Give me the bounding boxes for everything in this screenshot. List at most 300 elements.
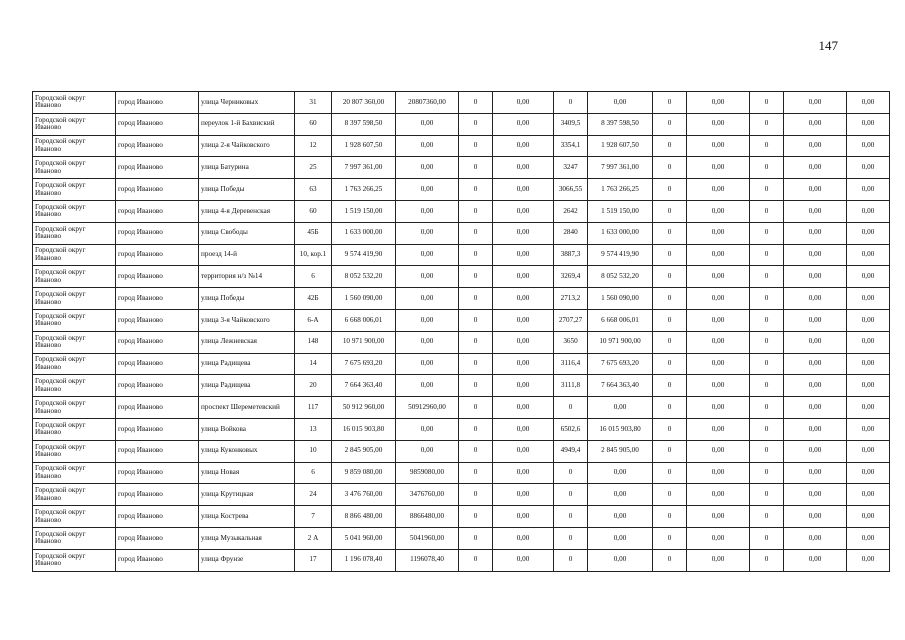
- cost-col-10-cell: 7 664 363,40: [588, 375, 653, 397]
- settlement-cell: город Иваново: [116, 92, 199, 114]
- value-col-13-cell: 0: [750, 418, 784, 440]
- street-cell: улица Музыкальная: [199, 527, 295, 549]
- value-col-11-cell: 0: [653, 222, 687, 244]
- cost-col-10-cell: 10 971 900,00: [588, 331, 653, 353]
- settlement-cell: город Иваново: [116, 418, 199, 440]
- settlement-cell: город Иваново: [116, 506, 199, 528]
- value-col-8-cell: 0,00: [493, 113, 554, 135]
- area-cell: 0: [554, 92, 588, 114]
- value-col-8-cell: 0,00: [493, 375, 554, 397]
- value-col-15-cell: 0,00: [847, 353, 890, 375]
- municipality-cell: Городской округ Иваново: [33, 397, 116, 419]
- table-row: [33, 222, 890, 244]
- value-col-13-cell: 0: [750, 135, 784, 157]
- total-cost-cell: 7 997 361,00: [332, 157, 396, 179]
- cost-col-10-cell: 0,00: [588, 527, 653, 549]
- area-cell: 3354,1: [554, 135, 588, 157]
- total-cost-cell: 50 912 960,00: [332, 397, 396, 419]
- value-col-14-cell: 0,00: [784, 375, 847, 397]
- value-col-14-cell: 0,00: [784, 92, 847, 114]
- value-col-11-cell: 0: [653, 331, 687, 353]
- table-row: [33, 462, 890, 484]
- table-row: [33, 92, 890, 114]
- house-number-cell: 6: [295, 266, 332, 288]
- value-col-8-cell: 0,00: [493, 266, 554, 288]
- total-cost-cell: 3 476 760,00: [332, 484, 396, 506]
- municipality-cell: Городской округ Иваново: [33, 331, 116, 353]
- area-cell: 2840: [554, 222, 588, 244]
- settlement-cell: город Иваново: [116, 484, 199, 506]
- value-col-14-cell: 0,00: [784, 484, 847, 506]
- cost-col-6-cell: 8866480,00: [396, 506, 459, 528]
- value-col-8-cell: 0,00: [493, 309, 554, 331]
- cost-col-10-cell: 2 845 905,00: [588, 440, 653, 462]
- cost-col-6-cell: 0,00: [396, 244, 459, 266]
- cost-col-10-cell: 0,00: [588, 484, 653, 506]
- value-col-8-cell: 0,00: [493, 288, 554, 310]
- value-col-12-cell: 0,00: [687, 222, 750, 244]
- municipality-cell: Городской округ Иваново: [33, 353, 116, 375]
- table-row: [33, 527, 890, 549]
- value-col-11-cell: 0: [653, 266, 687, 288]
- area-cell: 0: [554, 506, 588, 528]
- value-col-15-cell: 0,00: [847, 506, 890, 528]
- value-col-11-cell: 0: [653, 549, 687, 571]
- table-row: [33, 440, 890, 462]
- street-cell: улица Черниковых: [199, 92, 295, 114]
- cost-col-6-cell: 5041960,00: [396, 527, 459, 549]
- value-col-7-cell: 0: [459, 92, 493, 114]
- value-col-11-cell: 0: [653, 440, 687, 462]
- value-col-13-cell: 0: [750, 484, 784, 506]
- total-cost-cell: 7 675 693,20: [332, 353, 396, 375]
- value-col-7-cell: 0: [459, 135, 493, 157]
- street-cell: улица Кострева: [199, 506, 295, 528]
- cost-col-6-cell: 0,00: [396, 331, 459, 353]
- value-col-15-cell: 0,00: [847, 92, 890, 114]
- total-cost-cell: 9 859 080,00: [332, 462, 396, 484]
- value-col-14-cell: 0,00: [784, 309, 847, 331]
- value-col-7-cell: 0: [459, 244, 493, 266]
- value-col-8-cell: 0,00: [493, 222, 554, 244]
- value-col-13-cell: 0: [750, 92, 784, 114]
- value-col-11-cell: 0: [653, 527, 687, 549]
- cost-col-6-cell: 0,00: [396, 222, 459, 244]
- value-col-7-cell: 0: [459, 222, 493, 244]
- street-cell: улица Крутицкая: [199, 484, 295, 506]
- table-row: [33, 288, 890, 310]
- settlement-cell: город Иваново: [116, 375, 199, 397]
- area-cell: 3409,5: [554, 113, 588, 135]
- municipality-cell: Городской округ Иваново: [33, 462, 116, 484]
- house-number-cell: 2 А: [295, 527, 332, 549]
- value-col-13-cell: 0: [750, 331, 784, 353]
- cost-col-6-cell: 0,00: [396, 200, 459, 222]
- value-col-14-cell: 0,00: [784, 527, 847, 549]
- cost-col-10-cell: 1 519 150,00: [588, 200, 653, 222]
- street-cell: территория н/з №14: [199, 266, 295, 288]
- value-col-11-cell: 0: [653, 179, 687, 201]
- settlement-cell: город Иваново: [116, 527, 199, 549]
- settlement-cell: город Иваново: [116, 440, 199, 462]
- value-col-7-cell: 0: [459, 157, 493, 179]
- cost-col-10-cell: 0,00: [588, 92, 653, 114]
- cost-col-10-cell: 8 397 598,50: [588, 113, 653, 135]
- value-col-12-cell: 0,00: [687, 309, 750, 331]
- value-col-13-cell: 0: [750, 222, 784, 244]
- house-number-cell: 6: [295, 462, 332, 484]
- table-row: [33, 200, 890, 222]
- municipality-cell: Городской округ Иваново: [33, 527, 116, 549]
- value-col-13-cell: 0: [750, 113, 784, 135]
- value-col-12-cell: 0,00: [687, 527, 750, 549]
- value-col-13-cell: 0: [750, 375, 784, 397]
- value-col-11-cell: 0: [653, 462, 687, 484]
- value-col-7-cell: 0: [459, 179, 493, 201]
- municipality-cell: Городской округ Иваново: [33, 92, 116, 114]
- house-number-cell: 10: [295, 440, 332, 462]
- value-col-14-cell: 0,00: [784, 353, 847, 375]
- settlement-cell: город Иваново: [116, 157, 199, 179]
- value-col-12-cell: 0,00: [687, 200, 750, 222]
- municipality-cell: Городской округ Иваново: [33, 484, 116, 506]
- value-col-13-cell: 0: [750, 288, 784, 310]
- municipality-cell: Городской округ Иваново: [33, 113, 116, 135]
- table-row: [33, 331, 890, 353]
- house-number-cell: 42Б: [295, 288, 332, 310]
- total-cost-cell: 9 574 419,90: [332, 244, 396, 266]
- cost-col-6-cell: 0,00: [396, 353, 459, 375]
- value-col-11-cell: 0: [653, 309, 687, 331]
- area-cell: 3066,55: [554, 179, 588, 201]
- total-cost-cell: 1 196 078,40: [332, 549, 396, 571]
- value-col-14-cell: 0,00: [784, 418, 847, 440]
- value-col-15-cell: 0,00: [847, 418, 890, 440]
- value-col-7-cell: 0: [459, 506, 493, 528]
- total-cost-cell: 1 560 090,00: [332, 288, 396, 310]
- settlement-cell: город Иваново: [116, 353, 199, 375]
- area-cell: 2642: [554, 200, 588, 222]
- area-cell: 0: [554, 462, 588, 484]
- house-number-cell: 45Б: [295, 222, 332, 244]
- value-col-12-cell: 0,00: [687, 288, 750, 310]
- value-col-12-cell: 0,00: [687, 135, 750, 157]
- settlement-cell: город Иваново: [116, 266, 199, 288]
- cost-col-10-cell: 6 668 006,01: [588, 309, 653, 331]
- street-cell: улица Войкова: [199, 418, 295, 440]
- cost-col-6-cell: 0,00: [396, 113, 459, 135]
- value-col-14-cell: 0,00: [784, 462, 847, 484]
- value-col-7-cell: 0: [459, 375, 493, 397]
- value-col-8-cell: 0,00: [493, 527, 554, 549]
- area-cell: 3111,8: [554, 375, 588, 397]
- value-col-13-cell: 0: [750, 157, 784, 179]
- value-col-12-cell: 0,00: [687, 397, 750, 419]
- value-col-11-cell: 0: [653, 113, 687, 135]
- house-number-cell: 12: [295, 135, 332, 157]
- value-col-15-cell: 0,00: [847, 331, 890, 353]
- cost-col-6-cell: 20807360,00: [396, 92, 459, 114]
- settlement-cell: город Иваново: [116, 309, 199, 331]
- cost-col-10-cell: 7 675 693,20: [588, 353, 653, 375]
- value-col-15-cell: 0,00: [847, 527, 890, 549]
- cost-col-6-cell: 0,00: [396, 309, 459, 331]
- value-col-8-cell: 0,00: [493, 440, 554, 462]
- street-cell: проспект Шереметевский: [199, 397, 295, 419]
- value-col-15-cell: 0,00: [847, 397, 890, 419]
- cost-col-6-cell: 0,00: [396, 157, 459, 179]
- total-cost-cell: 5 041 960,00: [332, 527, 396, 549]
- total-cost-cell: 1 763 266,25: [332, 179, 396, 201]
- cost-col-10-cell: 0,00: [588, 397, 653, 419]
- value-col-12-cell: 0,00: [687, 506, 750, 528]
- value-col-7-cell: 0: [459, 353, 493, 375]
- value-col-15-cell: 0,00: [847, 200, 890, 222]
- cost-col-6-cell: 50912960,00: [396, 397, 459, 419]
- table-row: [33, 309, 890, 331]
- value-col-12-cell: 0,00: [687, 462, 750, 484]
- value-col-11-cell: 0: [653, 244, 687, 266]
- value-col-11-cell: 0: [653, 157, 687, 179]
- settlement-cell: город Иваново: [116, 113, 199, 135]
- value-col-11-cell: 0: [653, 484, 687, 506]
- value-col-11-cell: 0: [653, 375, 687, 397]
- value-col-15-cell: 0,00: [847, 157, 890, 179]
- value-col-13-cell: 0: [750, 506, 784, 528]
- table-row: [33, 179, 890, 201]
- value-col-12-cell: 0,00: [687, 157, 750, 179]
- value-col-12-cell: 0,00: [687, 549, 750, 571]
- value-col-7-cell: 0: [459, 549, 493, 571]
- value-col-8-cell: 0,00: [493, 353, 554, 375]
- value-col-11-cell: 0: [653, 418, 687, 440]
- cost-col-10-cell: 16 015 903,80: [588, 418, 653, 440]
- street-cell: улица 2-я Чайковского: [199, 135, 295, 157]
- total-cost-cell: 2 845 905,00: [332, 440, 396, 462]
- total-cost-cell: 7 664 363,40: [332, 375, 396, 397]
- table-row: [33, 506, 890, 528]
- street-cell: улица Победы: [199, 179, 295, 201]
- value-col-11-cell: 0: [653, 397, 687, 419]
- value-col-8-cell: 0,00: [493, 418, 554, 440]
- value-col-12-cell: 0,00: [687, 244, 750, 266]
- table-row: [33, 113, 890, 135]
- value-col-13-cell: 0: [750, 244, 784, 266]
- value-col-8-cell: 0,00: [493, 484, 554, 506]
- area-cell: 0: [554, 397, 588, 419]
- cost-col-10-cell: 0,00: [588, 549, 653, 571]
- street-cell: улица Победы: [199, 288, 295, 310]
- municipality-cell: Городской округ Иваново: [33, 549, 116, 571]
- house-number-cell: 117: [295, 397, 332, 419]
- value-col-7-cell: 0: [459, 462, 493, 484]
- settlement-cell: город Иваново: [116, 549, 199, 571]
- total-cost-cell: 8 397 598,50: [332, 113, 396, 135]
- value-col-7-cell: 0: [459, 527, 493, 549]
- value-col-15-cell: 0,00: [847, 440, 890, 462]
- cost-col-10-cell: 1 560 090,00: [588, 288, 653, 310]
- value-col-11-cell: 0: [653, 135, 687, 157]
- value-col-7-cell: 0: [459, 266, 493, 288]
- table-row: [33, 375, 890, 397]
- total-cost-cell: 8 052 532,20: [332, 266, 396, 288]
- street-cell: улица 4-я Деревенская: [199, 200, 295, 222]
- cost-col-10-cell: 1 633 000,00: [588, 222, 653, 244]
- area-cell: 2713,2: [554, 288, 588, 310]
- cost-col-6-cell: 1196078,40: [396, 549, 459, 571]
- value-col-12-cell: 0,00: [687, 179, 750, 201]
- table-row: [33, 418, 890, 440]
- settlement-cell: город Иваново: [116, 397, 199, 419]
- table-row: [33, 135, 890, 157]
- street-cell: улица Радищева: [199, 353, 295, 375]
- settlement-cell: город Иваново: [116, 179, 199, 201]
- value-col-11-cell: 0: [653, 353, 687, 375]
- area-cell: 3887,3: [554, 244, 588, 266]
- value-col-15-cell: 0,00: [847, 309, 890, 331]
- municipality-cell: Городской округ Иваново: [33, 179, 116, 201]
- municipality-cell: Городской округ Иваново: [33, 418, 116, 440]
- value-col-14-cell: 0,00: [784, 506, 847, 528]
- page-number: 147: [818, 38, 838, 53]
- house-number-cell: 7: [295, 506, 332, 528]
- cost-col-10-cell: 9 574 419,90: [588, 244, 653, 266]
- value-col-15-cell: 0,00: [847, 375, 890, 397]
- value-col-11-cell: 0: [653, 200, 687, 222]
- area-cell: 6502,6: [554, 418, 588, 440]
- table-row: [33, 157, 890, 179]
- total-cost-cell: 8 866 480,00: [332, 506, 396, 528]
- value-col-8-cell: 0,00: [493, 331, 554, 353]
- value-col-7-cell: 0: [459, 309, 493, 331]
- municipality-cell: Городской округ Иваново: [33, 135, 116, 157]
- cost-col-10-cell: 8 052 532,20: [588, 266, 653, 288]
- total-cost-cell: 1 633 000,00: [332, 222, 396, 244]
- value-col-14-cell: 0,00: [784, 266, 847, 288]
- value-col-8-cell: 0,00: [493, 200, 554, 222]
- value-col-14-cell: 0,00: [784, 113, 847, 135]
- total-cost-cell: 16 015 903,80: [332, 418, 396, 440]
- house-number-cell: 20: [295, 375, 332, 397]
- street-cell: улица Радищева: [199, 375, 295, 397]
- value-col-11-cell: 0: [653, 288, 687, 310]
- value-col-7-cell: 0: [459, 331, 493, 353]
- area-cell: 3269,4: [554, 266, 588, 288]
- house-number-cell: 14: [295, 353, 332, 375]
- street-cell: проезд 14-й: [199, 244, 295, 266]
- value-col-7-cell: 0: [459, 418, 493, 440]
- value-col-14-cell: 0,00: [784, 397, 847, 419]
- value-col-11-cell: 0: [653, 506, 687, 528]
- value-col-8-cell: 0,00: [493, 179, 554, 201]
- value-col-13-cell: 0: [750, 462, 784, 484]
- value-col-14-cell: 0,00: [784, 222, 847, 244]
- value-col-8-cell: 0,00: [493, 549, 554, 571]
- value-col-13-cell: 0: [750, 549, 784, 571]
- area-cell: 0: [554, 527, 588, 549]
- value-col-14-cell: 0,00: [784, 157, 847, 179]
- cost-col-6-cell: 0,00: [396, 135, 459, 157]
- house-number-cell: 60: [295, 113, 332, 135]
- value-col-12-cell: 0,00: [687, 353, 750, 375]
- value-col-14-cell: 0,00: [784, 440, 847, 462]
- house-number-cell: 25: [295, 157, 332, 179]
- value-col-12-cell: 0,00: [687, 266, 750, 288]
- value-col-12-cell: 0,00: [687, 418, 750, 440]
- house-number-cell: 63: [295, 179, 332, 201]
- value-col-8-cell: 0,00: [493, 244, 554, 266]
- municipality-cell: Городской округ Иваново: [33, 506, 116, 528]
- value-col-15-cell: 0,00: [847, 113, 890, 135]
- street-cell: улица Свободы: [199, 222, 295, 244]
- area-cell: 3247: [554, 157, 588, 179]
- area-cell: 0: [554, 549, 588, 571]
- street-cell: улица Куконковых: [199, 440, 295, 462]
- value-col-15-cell: 0,00: [847, 135, 890, 157]
- total-cost-cell: 1 519 150,00: [332, 200, 396, 222]
- value-col-15-cell: 0,00: [847, 266, 890, 288]
- value-col-15-cell: 0,00: [847, 549, 890, 571]
- value-col-8-cell: 0,00: [493, 397, 554, 419]
- house-number-cell: 17: [295, 549, 332, 571]
- value-col-11-cell: 0: [653, 92, 687, 114]
- registry-table: [32, 91, 890, 572]
- house-number-cell: 24: [295, 484, 332, 506]
- cost-col-6-cell: 0,00: [396, 179, 459, 201]
- municipality-cell: Городской округ Иваново: [33, 222, 116, 244]
- area-cell: 4949,4: [554, 440, 588, 462]
- cost-col-10-cell: 0,00: [588, 506, 653, 528]
- value-col-12-cell: 0,00: [687, 484, 750, 506]
- total-cost-cell: 1 928 607,50: [332, 135, 396, 157]
- value-col-8-cell: 0,00: [493, 92, 554, 114]
- settlement-cell: город Иваново: [116, 200, 199, 222]
- total-cost-cell: 20 807 360,00: [332, 92, 396, 114]
- settlement-cell: город Иваново: [116, 331, 199, 353]
- house-number-cell: 148: [295, 331, 332, 353]
- table-row: [33, 353, 890, 375]
- value-col-15-cell: 0,00: [847, 462, 890, 484]
- area-cell: 2707,27: [554, 309, 588, 331]
- value-col-7-cell: 0: [459, 484, 493, 506]
- value-col-13-cell: 0: [750, 440, 784, 462]
- value-col-12-cell: 0,00: [687, 440, 750, 462]
- value-col-15-cell: 0,00: [847, 222, 890, 244]
- settlement-cell: город Иваново: [116, 135, 199, 157]
- value-col-15-cell: 0,00: [847, 179, 890, 201]
- municipality-cell: Городской округ Иваново: [33, 157, 116, 179]
- table-row: [33, 244, 890, 266]
- house-number-cell: 31: [295, 92, 332, 114]
- house-number-cell: 10, кор.1: [295, 244, 332, 266]
- area-cell: 3650: [554, 331, 588, 353]
- municipality-cell: Городской округ Иваново: [33, 200, 116, 222]
- value-col-15-cell: 0,00: [847, 484, 890, 506]
- value-col-12-cell: 0,00: [687, 331, 750, 353]
- table-row: [33, 549, 890, 571]
- cost-col-6-cell: 9859080,00: [396, 462, 459, 484]
- value-col-14-cell: 0,00: [784, 244, 847, 266]
- cost-col-6-cell: 0,00: [396, 418, 459, 440]
- cost-col-10-cell: 1 928 607,50: [588, 135, 653, 157]
- value-col-13-cell: 0: [750, 397, 784, 419]
- house-number-cell: 13: [295, 418, 332, 440]
- street-cell: переулок 1-й Бахвиский: [199, 113, 295, 135]
- value-col-7-cell: 0: [459, 288, 493, 310]
- cost-col-6-cell: 0,00: [396, 375, 459, 397]
- cost-col-6-cell: 0,00: [396, 440, 459, 462]
- municipality-cell: Городской округ Иваново: [33, 375, 116, 397]
